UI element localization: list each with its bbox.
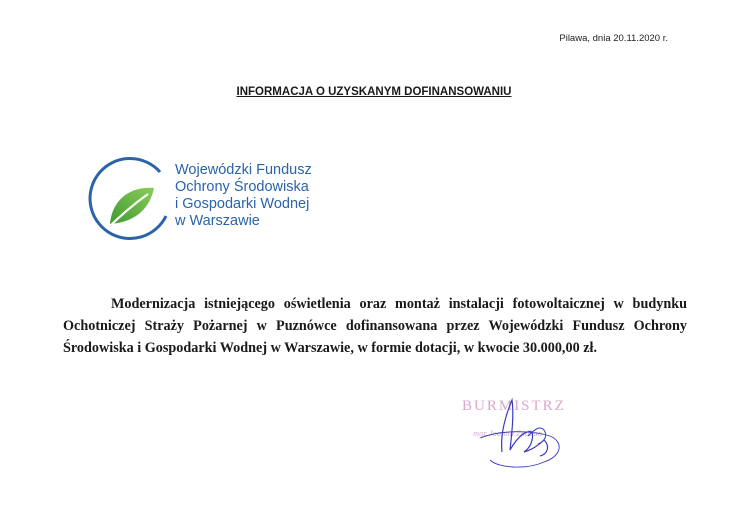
wfosigw-logo (82, 150, 352, 250)
funding-information-paragraph: Modernizacja istniejącego oświetlenia oraz montaż instalacji fotowoltaicznej w budynku Ochotniczej Straży Pożarnej w Puznówce dofinansowana przez Wojewódzki Fundusz Ochrony Środowiska i Gospodarki Wodnej w Warszawie, w formie dotacji, w kwocie 30.000,00 zł. (63, 296, 687, 356)
logo-line: Wojewódzki Fundusz (175, 162, 312, 178)
stamp-name: mgr Joanna Zadban (473, 428, 542, 438)
stamp-title: BURMISTRZ (462, 398, 566, 414)
leaf-circle-icon (82, 150, 178, 246)
logo-line: w Warszawie (175, 213, 260, 229)
logo-line: Ochrony Środowiska (175, 179, 309, 195)
place-date: Pilawa, dnia 20.11.2020 r. (559, 33, 668, 44)
mayor-signature-stamp (440, 390, 610, 480)
document-title: INFORMACJA O UZYSKANYM DOFINANSOWANIU (236, 86, 512, 98)
logo-line: i Gospodarki Wodnej (175, 196, 310, 212)
handwritten-signature-icon (440, 390, 610, 480)
logo-text (175, 162, 312, 230)
